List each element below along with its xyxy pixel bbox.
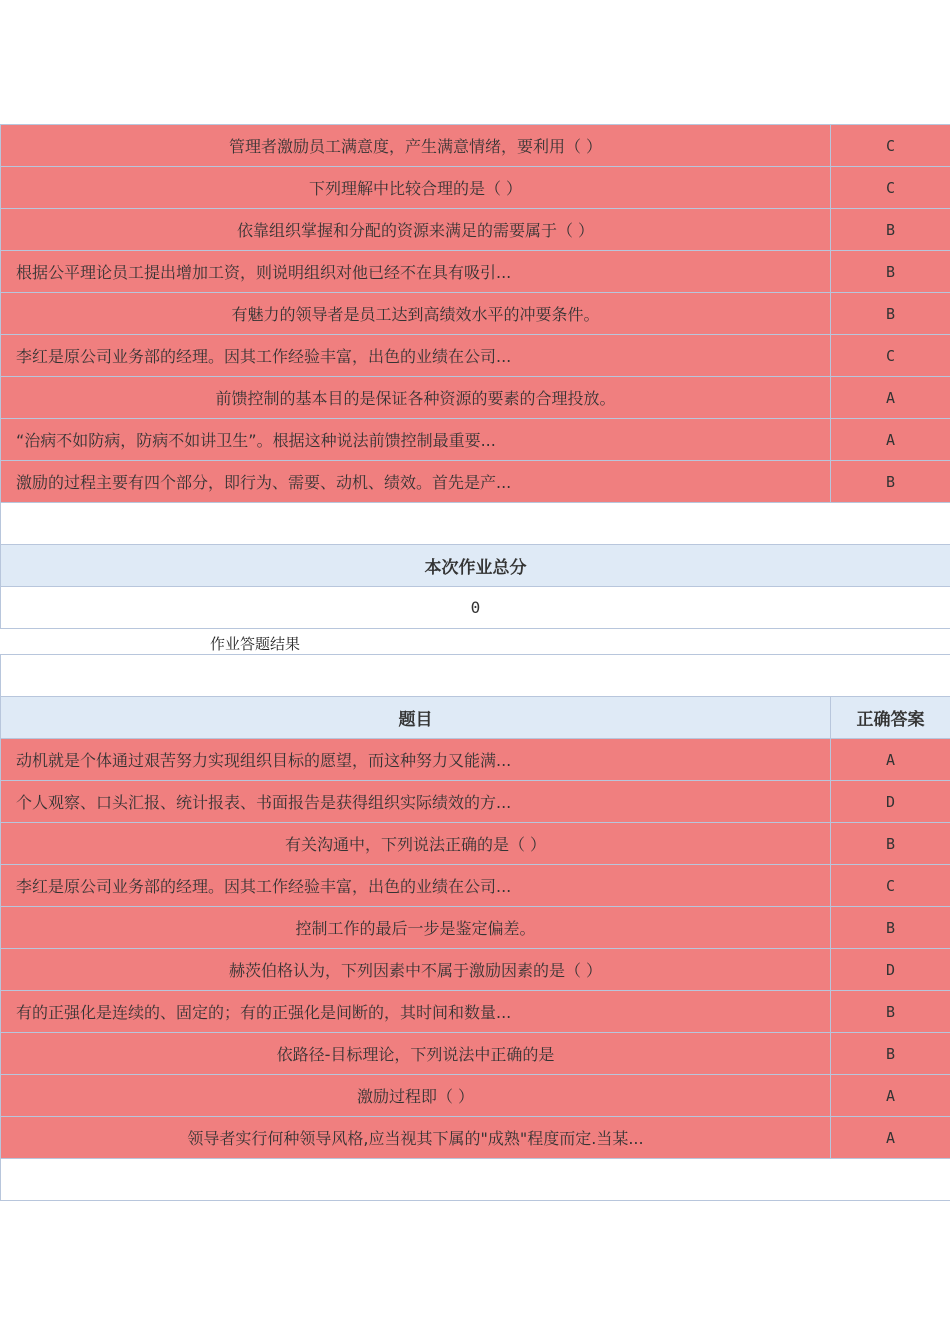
table-header-row	[1, 697, 950, 739]
answer-cell: C	[831, 335, 950, 377]
table-row	[1, 907, 950, 949]
answer-cell: B	[831, 293, 950, 335]
blank-row	[1, 1159, 950, 1201]
table-row	[1, 865, 950, 907]
score-header-row	[1, 545, 950, 587]
question-cell: 有关沟通中，下列说法正确的是（ ）	[1, 823, 831, 865]
table-row	[1, 125, 950, 167]
question-cell: 领导者实行何种领导风格,应当视其下属的"成熟"程度而定.当某...	[1, 1117, 831, 1159]
table-row	[1, 335, 950, 377]
question-cell: 激励的过程主要有四个部分，即行为、需要、动机、绩效。首先是产...	[1, 461, 831, 503]
question-cell: 前馈控制的基本目的是保证各种资源的要素的合理投放。	[1, 377, 831, 419]
answer-cell: B	[831, 823, 950, 865]
answer-cell: A	[831, 1075, 950, 1117]
answer-cell: B	[831, 907, 950, 949]
results-caption: 作业答题结果	[210, 635, 301, 653]
table-row	[1, 781, 950, 823]
question-cell: “治病不如防病，防病不如讲卫生”。根据这种说法前馈控制最重要...	[1, 419, 831, 461]
blank-row	[1, 655, 950, 697]
table-row	[1, 461, 950, 503]
answer-cell: B	[831, 1033, 950, 1075]
answer-cell: B	[831, 461, 950, 503]
question-cell: 有魅力的领导者是员工达到高绩效水平的冲要条件。	[1, 293, 831, 335]
question-cell: 动机就是个体通过艰苦努力实现组织目标的愿望，而这种努力又能满...	[1, 739, 831, 781]
table-row	[1, 1117, 950, 1159]
blank-row	[1, 503, 950, 545]
table-row	[1, 739, 950, 781]
answer-cell: D	[831, 781, 950, 823]
question-cell: 根据公平理论员工提出增加工资，则说明组织对他已经不在具有吸引...	[1, 251, 831, 293]
question-cell: 个人观察、口头汇报、统计报表、书面报告是获得组织实际绩效的方...	[1, 781, 831, 823]
results-table-2	[0, 654, 950, 1201]
table-row	[1, 251, 950, 293]
answer-cell: B	[831, 251, 950, 293]
question-cell: 赫茨伯格认为，下列因素中不属于激励因素的是（ ）	[1, 949, 831, 991]
answer-cell: C	[831, 865, 950, 907]
score-row	[1, 587, 950, 629]
question-cell: 控制工作的最后一步是鉴定偏差。	[1, 907, 831, 949]
question-cell: 下列理解中比较合理的是（ ）	[1, 167, 831, 209]
table-row	[1, 823, 950, 865]
table-row	[1, 1075, 950, 1117]
question-cell: 依靠组织掌握和分配的资源来满足的需要属于（ ）	[1, 209, 831, 251]
table-row	[1, 293, 950, 335]
header-question: 题目	[1, 697, 831, 739]
answer-cell: B	[831, 991, 950, 1033]
results-table-1	[0, 124, 950, 629]
table-row	[1, 991, 950, 1033]
question-cell: 依路径-目标理论，下列说法中正确的是	[1, 1033, 831, 1075]
table-row	[1, 949, 950, 991]
table-row	[1, 209, 950, 251]
total-score-value: 0	[1, 587, 950, 629]
total-score-label: 本次作业总分	[1, 545, 950, 587]
table-row	[1, 419, 950, 461]
answer-cell: D	[831, 949, 950, 991]
table-row	[1, 1033, 950, 1075]
table-row	[1, 167, 950, 209]
question-cell: 激励过程即（ ）	[1, 1075, 831, 1117]
table-row	[1, 377, 950, 419]
answer-cell: C	[831, 125, 950, 167]
question-cell: 有的正强化是连续的、固定的；有的正强化是间断的，其时间和数量...	[1, 991, 831, 1033]
answer-cell: B	[831, 209, 950, 251]
answer-cell: A	[831, 739, 950, 781]
question-cell: 管理者激励员工满意度，产生满意情绪，要利用（ ）	[1, 125, 831, 167]
answer-cell: A	[831, 1117, 950, 1159]
answer-cell: C	[831, 167, 950, 209]
header-answer: 正确答案	[831, 697, 950, 739]
answer-cell: A	[831, 377, 950, 419]
answer-cell: A	[831, 419, 950, 461]
question-cell: 李红是原公司业务部的经理。因其工作经验丰富，出色的业绩在公司...	[1, 335, 831, 377]
question-cell: 李红是原公司业务部的经理。因其工作经验丰富，出色的业绩在公司...	[1, 865, 831, 907]
